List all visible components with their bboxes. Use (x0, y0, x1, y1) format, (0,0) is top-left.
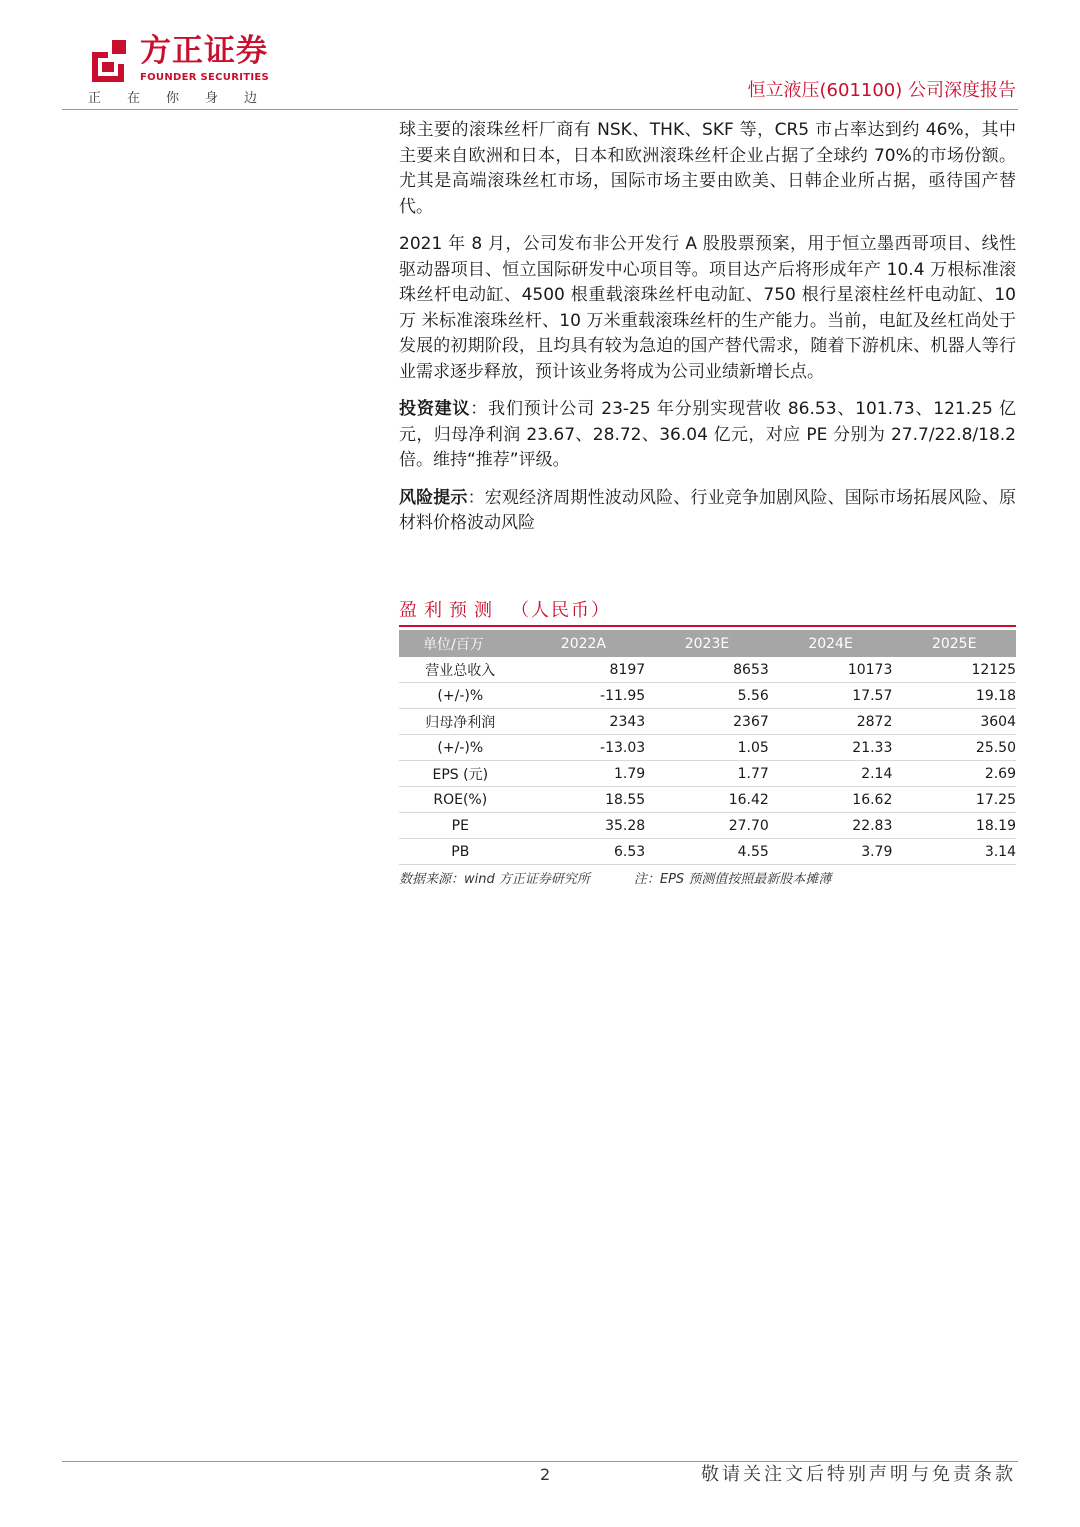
row-label: 归母净利润 (399, 709, 522, 735)
table-cell: 2.14 (769, 761, 893, 787)
table-cell: 19.18 (892, 683, 1016, 709)
table-cell: 22.83 (769, 813, 893, 839)
table-footnote (399, 873, 831, 886)
table-cell: 8197 (522, 657, 646, 683)
paragraph-private-placement: 2021 年 8 月，公司发布非公开发行 A 股股票预案，用于恒立墨西哥项目、线性驱动器项目、恒立国际研发中心项目等。项目达产后将形成年产 10.4 万根标准滚珠丝杆电动缸、4500 根重载滚珠丝杆电动缸、750 根行星滚柱丝杆电动缸、10 万 米标准滚珠丝杆、10 万米重载滚珠丝杆的生产能力。当前，电缸及丝杠尚处于发展的初期阶段，且均具有较为急迫的国产替代需求，随着下游机床、机器人等行业需求逐步释放，预计该业务将成为公司业绩新增长点。 (399, 234, 1016, 382)
report-body (399, 118, 1016, 549)
disclaimer-notice: 敬请关注文后特别声明与免责条款 (701, 1464, 1016, 1485)
table-cell: 2872 (769, 709, 893, 735)
page-number: 2 (540, 1465, 551, 1484)
footer-divider (62, 1461, 1018, 1462)
table-cell: 35.28 (522, 813, 646, 839)
table-cell: 10173 (769, 657, 893, 683)
table-cell: 3.14 (892, 839, 1016, 865)
table-row (399, 683, 1016, 709)
table-cell: 21.33 (769, 735, 893, 761)
data-source-note: 数据来源：wind 方正证券研究所 (399, 872, 590, 887)
slogan-char: 边 (244, 91, 258, 106)
row-label: PE (399, 813, 522, 839)
forecast-title-text: 盈利预测 (399, 600, 499, 621)
table-cell: 16.42 (645, 787, 769, 813)
risk-warning-text: ：宏观经济周期性波动风险、行业竞争加剧风险、国际市场拓展风险、原材料价格波动风险 (399, 487, 1017, 533)
header-divider (62, 109, 1018, 110)
slogan-char: 身 (205, 91, 219, 106)
risk-warning-label: 风险提示 (399, 487, 468, 508)
row-label: ROE(%) (399, 787, 522, 813)
column-header: 2023E (645, 630, 769, 657)
row-label: 营业总收入 (399, 657, 522, 683)
table-cell: 25.50 (892, 735, 1016, 761)
eps-note: 注：EPS 预测值按照最新股本摊薄 (633, 872, 832, 887)
table-cell: 18.19 (892, 813, 1016, 839)
slogan-char: 在 (127, 91, 141, 106)
paragraph-risk-warning (399, 486, 1016, 537)
table-row (399, 813, 1016, 839)
forecast-table-title (399, 602, 611, 620)
column-header: 2022A (522, 630, 646, 657)
table-cell: 1.77 (645, 761, 769, 787)
table-cell: 12125 (892, 657, 1016, 683)
table-cell: 2343 (522, 709, 646, 735)
column-header: 单位/百万 (399, 630, 522, 657)
column-header: 2024E (769, 630, 893, 657)
paragraph-ballscrew-market: 球主要的滚珠丝杆厂商有 NSK、THK、SKF 等，CR5 市占率达到约 46%，其中主要来自欧洲和日本，日本和欧洲滚珠丝杆企业占据了全球约 70%的市场份额。尤其是高端滚珠丝杠市场，国际市场主要由欧美、日韩企业所占据，亟待国产替代。 (399, 120, 1016, 217)
row-label: PB (399, 839, 522, 865)
table-cell: 27.70 (645, 813, 769, 839)
table-row (399, 735, 1016, 761)
row-label: EPS (元) (399, 761, 522, 787)
report-header (0, 0, 1080, 112)
table-row (399, 657, 1016, 683)
table-cell: 2367 (645, 709, 769, 735)
row-label: (+/-)% (399, 683, 522, 709)
slogan-char: 你 (166, 91, 180, 106)
table-header-row (399, 630, 1016, 657)
table-cell: 3.79 (769, 839, 893, 865)
table-row (399, 839, 1016, 865)
table-cell: 18.55 (522, 787, 646, 813)
table-cell: -13.03 (522, 735, 646, 761)
table-row (399, 787, 1016, 813)
table-cell: 4.55 (645, 839, 769, 865)
brand-name-cn: 方正证券 (140, 33, 268, 69)
report-title: 恒立液压(601100) 公司深度报告 (747, 80, 1016, 101)
table-row (399, 761, 1016, 787)
table-cell: 2.69 (892, 761, 1016, 787)
column-header: 2025E (892, 630, 1016, 657)
investment-advice-label: 投资建议 (399, 399, 471, 419)
table-cell: 1.05 (645, 735, 769, 761)
table-cell: 17.25 (892, 787, 1016, 813)
table-cell: 16.62 (769, 787, 893, 813)
brand-slogan (88, 92, 283, 105)
forecast-currency-unit: （人民币） (511, 600, 611, 621)
forecast-title-divider (399, 625, 1016, 627)
table-cell: 8653 (645, 657, 769, 683)
paragraph-investment-advice (399, 397, 1016, 474)
table-cell: -11.95 (522, 683, 646, 709)
table-cell: 3604 (892, 709, 1016, 735)
brand-name-en: FOUNDER SECURITIES (140, 72, 270, 83)
slogan-char: 正 (88, 91, 102, 106)
founder-logo-icon (88, 38, 136, 86)
table-row (399, 709, 1016, 735)
investment-advice-text: ：我们预计公司 23-25 年分别实现营收 86.53、101.73、121.25 亿元，归母净利润 23.67、28.72、36.04 亿元，对应 PE 分别为 27.7/22.8/18.2 倍。维持“推荐”评级。 (399, 399, 1017, 470)
table-cell: 6.53 (522, 839, 646, 865)
table-cell: 1.79 (522, 761, 646, 787)
earnings-forecast-table (399, 630, 1016, 865)
table-cell: 17.57 (769, 683, 893, 709)
table-cell: 5.56 (645, 683, 769, 709)
row-label: (+/-)% (399, 735, 522, 761)
